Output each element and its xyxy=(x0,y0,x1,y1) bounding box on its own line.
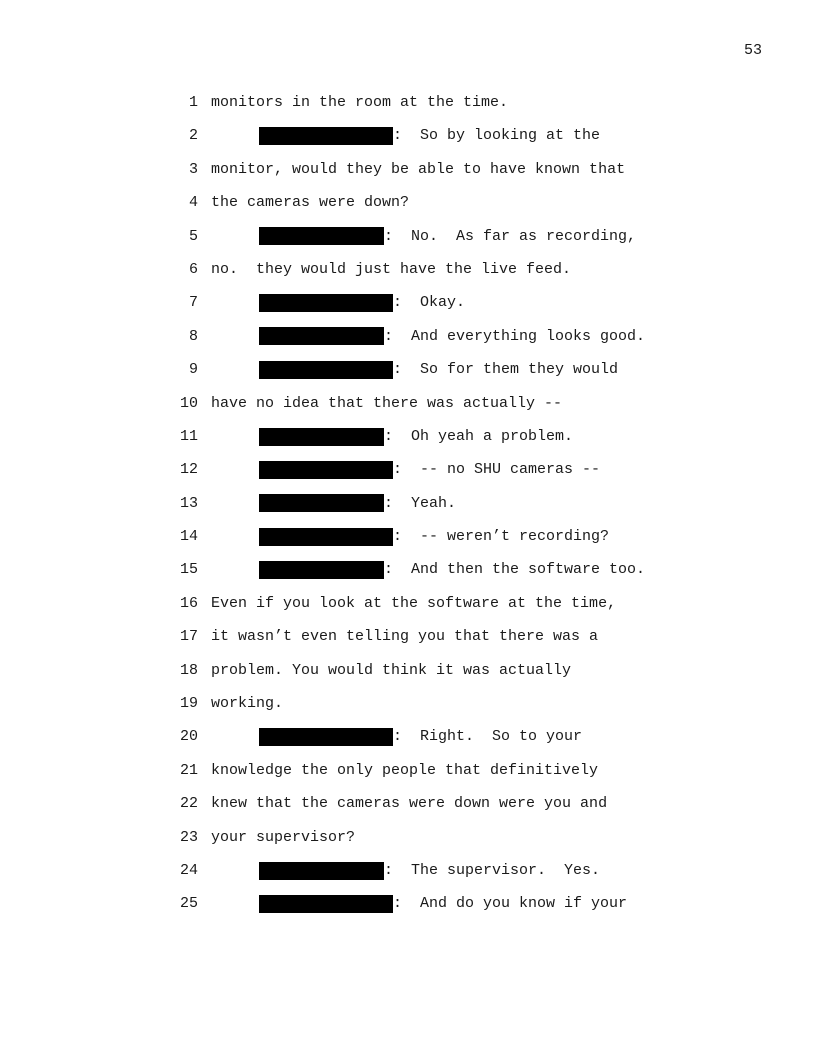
transcript-line xyxy=(0,86,816,119)
transcript-line xyxy=(0,153,816,186)
line-text: : Oh yeah a problem. xyxy=(384,427,574,445)
line-text: monitor, would they be able to have known that xyxy=(211,160,626,178)
line-number: 11 xyxy=(179,427,198,445)
line-text: : And then the software too. xyxy=(384,561,646,579)
line-number: 6 xyxy=(188,260,198,278)
transcript-line xyxy=(0,420,816,453)
redacted-speaker-name xyxy=(259,561,384,579)
redacted-speaker-name xyxy=(259,428,384,446)
line-text: have no idea that there was actually -- xyxy=(211,394,563,412)
line-number: 10 xyxy=(179,394,198,412)
transcript-line xyxy=(0,687,816,720)
transcript-line xyxy=(0,620,816,653)
redacted-speaker-name xyxy=(259,294,393,312)
line-text: : No. As far as recording, xyxy=(384,227,637,245)
redacted-speaker-name xyxy=(259,127,393,145)
line-number: 1 xyxy=(188,94,198,111)
transcript-line xyxy=(0,887,816,920)
transcript-line xyxy=(0,821,816,854)
line-text: : Okay. xyxy=(393,294,466,312)
line-number: 3 xyxy=(188,160,198,178)
line-text: the cameras were down? xyxy=(211,194,410,212)
line-number: 7 xyxy=(188,294,198,312)
redacted-speaker-name xyxy=(259,361,393,379)
transcript-line xyxy=(0,754,816,787)
line-text: : So for them they would xyxy=(393,361,619,379)
transcript-line xyxy=(0,119,816,152)
line-number: 9 xyxy=(188,361,198,379)
transcript-body xyxy=(0,86,816,921)
line-number: 15 xyxy=(179,561,198,579)
transcript-line xyxy=(0,453,816,486)
line-text: Even if you look at the software at the time, xyxy=(211,594,617,612)
transcript-line xyxy=(0,387,816,420)
transcript-line xyxy=(0,854,816,887)
redacted-speaker-name xyxy=(259,327,384,345)
redacted-speaker-name xyxy=(259,494,384,512)
line-number: 19 xyxy=(179,695,198,713)
redacted-speaker-name xyxy=(259,728,393,746)
transcript-line xyxy=(0,553,816,586)
line-text: it wasn’t even telling you that there was a xyxy=(211,628,599,646)
line-text: working. xyxy=(211,695,284,713)
transcript-line xyxy=(0,720,816,753)
line-text: : And do you know if your xyxy=(393,895,628,913)
line-number: 17 xyxy=(179,628,198,646)
line-number: 12 xyxy=(179,461,198,479)
line-text: : The supervisor. Yes. xyxy=(384,861,601,879)
transcript-line xyxy=(0,487,816,520)
redacted-speaker-name xyxy=(259,862,384,880)
redacted-speaker-name xyxy=(259,528,393,546)
line-text: monitors in the room at the time. xyxy=(211,94,509,111)
transcript-line xyxy=(0,220,816,253)
line-text: knew that the cameras were down were you and xyxy=(211,795,608,813)
line-number: 8 xyxy=(188,327,198,345)
line-text: : -- weren’t recording? xyxy=(393,528,610,546)
transcript-line xyxy=(0,787,816,820)
transcript-line xyxy=(0,654,816,687)
line-text: problem. You would think it was actually xyxy=(211,661,572,679)
line-number: 14 xyxy=(179,528,198,546)
line-text: your supervisor? xyxy=(211,828,356,846)
line-text: : Yeah. xyxy=(384,494,457,512)
transcript-line xyxy=(0,286,816,319)
line-text: : Right. So to your xyxy=(393,728,583,746)
transcript-line xyxy=(0,253,816,286)
transcript-line xyxy=(0,520,816,553)
line-text: no. they would just have the live feed. xyxy=(211,260,572,278)
line-number: 5 xyxy=(188,227,198,245)
line-number: 21 xyxy=(179,761,198,779)
redacted-speaker-name xyxy=(259,461,393,479)
line-number: 23 xyxy=(179,828,198,846)
line-text: : And everything looks good. xyxy=(384,327,646,345)
line-number: 2 xyxy=(188,127,198,145)
line-number: 18 xyxy=(179,661,198,679)
line-text: : -- no SHU cameras -- xyxy=(393,461,601,479)
line-number: 16 xyxy=(179,594,198,612)
redacted-speaker-name xyxy=(259,227,384,245)
line-number: 20 xyxy=(179,728,198,746)
transcript-line xyxy=(0,320,816,353)
line-number: 24 xyxy=(179,861,198,879)
line-number: 4 xyxy=(188,194,198,212)
transcript-line xyxy=(0,186,816,219)
line-number: 22 xyxy=(179,795,198,813)
transcript-line xyxy=(0,353,816,386)
page-number: 53 xyxy=(743,42,762,59)
line-number: 13 xyxy=(179,494,198,512)
line-text: knowledge the only people that definitively xyxy=(211,761,599,779)
line-number: 25 xyxy=(179,895,198,913)
transcript-line xyxy=(0,587,816,620)
line-text: : So by looking at the xyxy=(393,127,601,145)
redacted-speaker-name xyxy=(259,895,393,913)
